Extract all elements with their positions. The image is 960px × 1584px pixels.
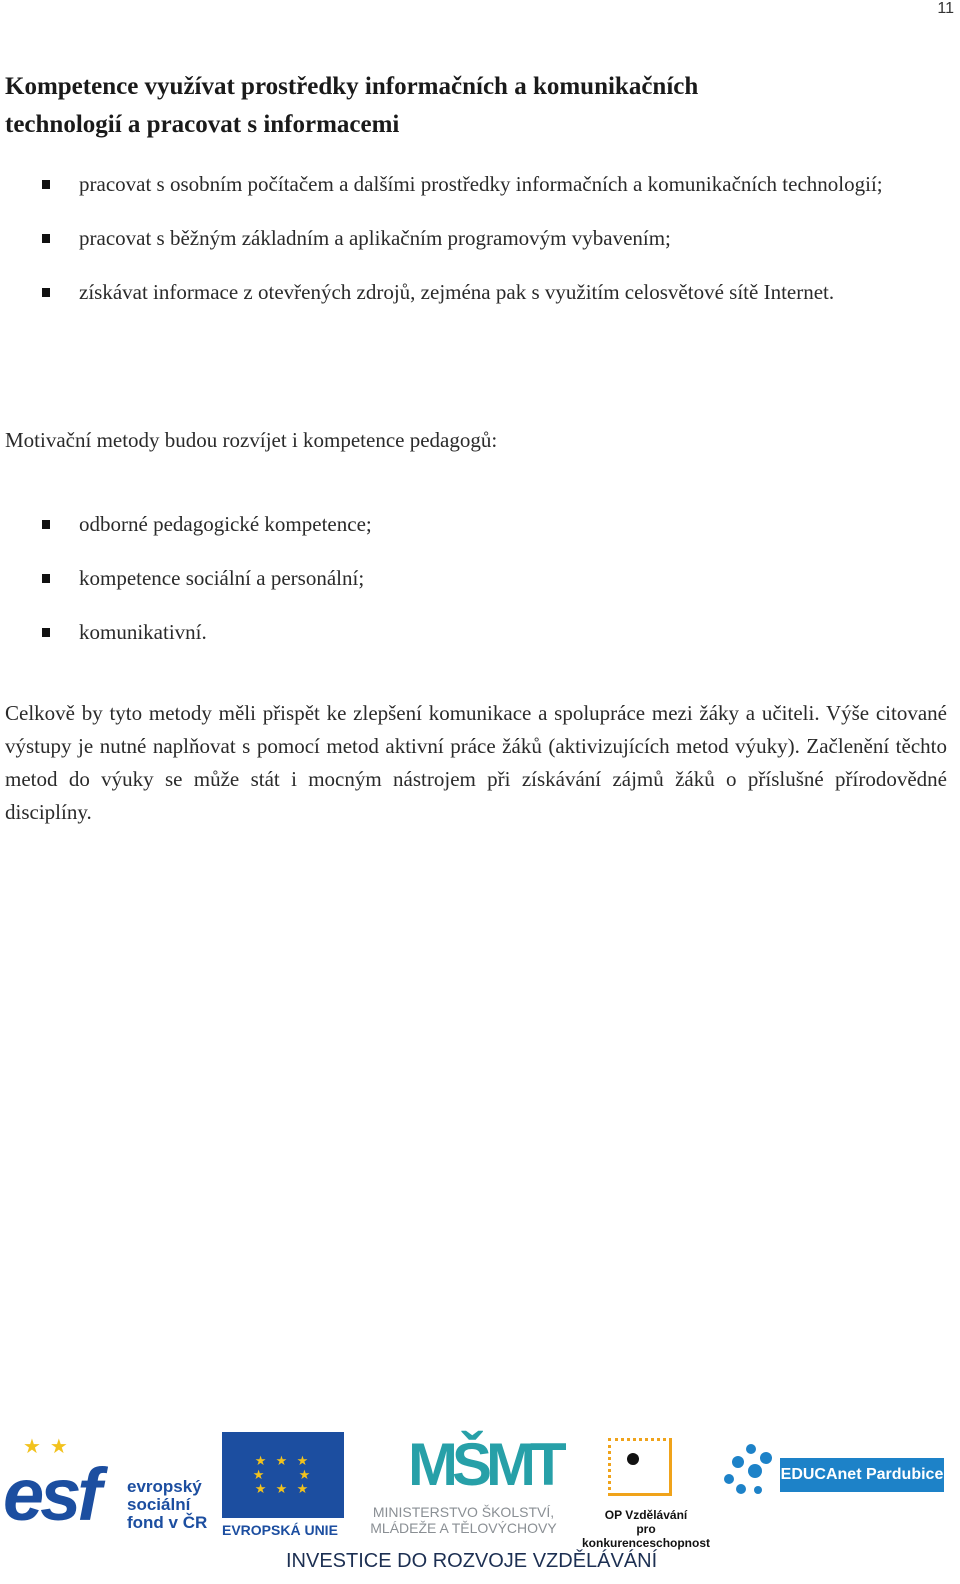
list-item (0, 222, 900, 255)
list-item (0, 168, 900, 201)
list-item (0, 616, 900, 649)
list-item-text: odborné pedagogické kompetence; (79, 512, 372, 536)
op-frame-icon (608, 1438, 672, 1496)
bullet-square-icon (42, 520, 50, 529)
bullet-square-icon (42, 628, 50, 637)
msmt-caption-line: MLÁDEŽE A TĚLOVÝCHOVY (370, 1520, 557, 1536)
bullet-square-icon (42, 180, 50, 189)
educanet-logo (724, 1440, 948, 1520)
educanet-name: EDUCAnet Pardubice (780, 1458, 944, 1492)
ict-competence-list (0, 168, 900, 330)
msmt-logo (356, 1430, 571, 1542)
list-item (0, 508, 900, 541)
esf-stars-icon: ★ ★ (23, 1436, 70, 1458)
esf-caption-line: evropský (127, 1477, 202, 1496)
eu-logo (222, 1432, 350, 1542)
bullet-square-icon (42, 234, 50, 243)
closing-paragraph: Celkově by tyto metody měli přispět ke zlepšení komunikace a spolupráce mezi žáky a učiteli. Výše citované výstupy je nutné naplňovat s pomocí metod aktivní práce žáků (aktivizujících metod výuky). Začlenění těchto metod do výuky se může stát i mocným nástrojem při získávání zájmů žáků o příslušné přírodovědné disciplíny. (5, 701, 947, 824)
investice-slogan: INVESTICE DO ROZVOJE VZDĚLÁVÁNÍ (286, 1550, 658, 1572)
intro-paragraph: Motivační metody budou rozvíjet i kompetence pedagogů: (5, 428, 498, 452)
list-item-text: pracovat s běžným základním a aplikačním programovým vybavením; (79, 226, 671, 250)
msmt-mark: MŠMT (408, 1431, 561, 1498)
list-item-text: pracovat s osobním počítačem a dalšími prostředky informačních a komunikačních technologií; (79, 172, 883, 196)
list-item (0, 562, 900, 595)
eu-flag-icon: ★ ★ ★ ★ ★ ★ ★ ★ (222, 1432, 344, 1518)
esf-logo (3, 1434, 213, 1544)
list-item (0, 276, 900, 309)
heading-line-2: technologií a pracovat s informacemi (5, 111, 400, 138)
esf-caption-line: fond v ČR (127, 1513, 208, 1532)
list-item-text: kompetence sociální a personální; (79, 566, 365, 590)
op-caption-line: OP Vzdělávání (604, 1508, 688, 1522)
bullet-square-icon (42, 288, 50, 297)
esf-letters: esf (3, 1453, 98, 1536)
esf-caption (127, 1478, 207, 1532)
op-caption-line: pro konkurenceschopnost (581, 1522, 711, 1550)
page-number: 11 (937, 0, 954, 17)
educanet-dots-icon (724, 1444, 778, 1500)
msmt-caption (356, 1504, 571, 1536)
list-item-text: komunikativní. (79, 620, 207, 644)
op-caption (576, 1508, 716, 1550)
list-item-text: získávat informace z otevřených zdrojů, zejména pak s využitím celosvětové sítě Internet. (79, 280, 835, 304)
op-vk-logo (576, 1430, 716, 1550)
eu-caption: EVROPSKÁ UNIE (222, 1522, 338, 1538)
footer-logos (0, 1428, 960, 1584)
heading-line-1: Kompetence využívat prostředky informačních a komunikačních (5, 73, 699, 100)
bullet-square-icon (42, 574, 50, 583)
section-heading (5, 68, 905, 144)
esf-caption-line: sociální (127, 1495, 191, 1514)
teacher-competence-list (0, 508, 900, 670)
msmt-caption-line: MINISTERSTVO ŠKOLSTVÍ, (372, 1504, 555, 1520)
